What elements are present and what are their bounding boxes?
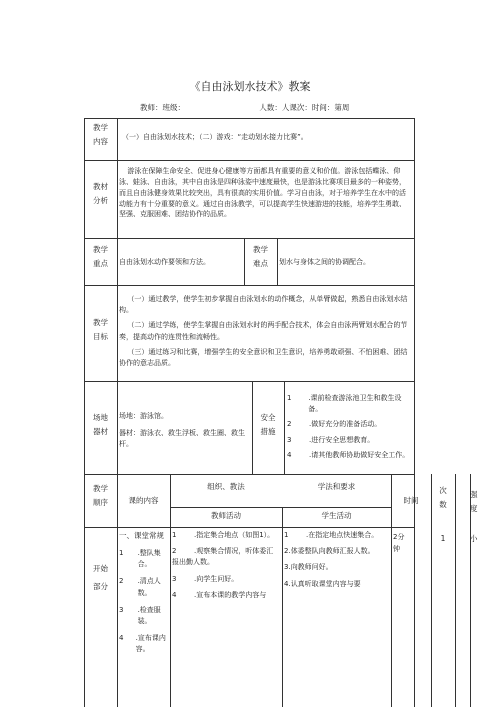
course-header: 课的内容 (128, 496, 159, 505)
document-meta (140, 102, 400, 113)
safety-label: 安全 措施 (260, 413, 276, 437)
document-title: 《自由泳划水技术》教案 (189, 80, 311, 93)
safety-list (287, 393, 412, 461)
difficulty-label: 教学 难点 (253, 245, 268, 269)
difficulty-text: 划水与身体之间的协调配合。 (279, 258, 370, 266)
student-item: 1 .在指定地点快速集合。 (284, 531, 379, 539)
venue-label: 场地 器材 (93, 413, 108, 437)
student-activity-header: 学生活动 (321, 511, 352, 520)
teacher-item: 3 .向学生问好。 (172, 574, 239, 583)
focus-label: 教学 重点 (93, 245, 108, 269)
goals-list (119, 294, 412, 369)
opening-student-activity (284, 530, 390, 590)
analysis-text: 游泳在保障生命安全、促进身心健康等方面都具有重要的意义和价值。游泳包括蝶泳、仰泳、蛙泳、自由泳，其中自由泳是四种泳姿中速度最快，也是游泳比赛项目最多的一种姿势，而且自由泳健身效果比较突出，具有很高的实用价值。学习自由泳，对于培养学生在水中的活动能力有十分重要的意义。通过自由泳教学，可以提高学生快速游进的技能，培养学生勇敢、坚强、克服困难、团结协作的品质。 (119, 167, 406, 219)
teacher-item: 1 .指定集合地点（如图1）。 (172, 531, 275, 539)
count-time-field: 人数：人课次：时间：第周 (259, 103, 350, 112)
course-item: 4 .宣布课内容。 (119, 634, 166, 654)
opening-intensity: 小 (470, 534, 478, 543)
method-header: 学法和要求 (317, 482, 356, 491)
teacher-class-field: 教师：班级： (140, 103, 185, 112)
equipment-text: 器材：游泳衣、救生浮板、救生圈、救生杆。 (119, 429, 245, 449)
teacher-item: 4 .宣布本课的教学内容与 (172, 590, 267, 599)
intensity-header: 强 度 (470, 490, 478, 514)
student-item: 4.认真听取课堂内容与要 (284, 579, 361, 588)
teacher-activity-header: 教师活动 (211, 511, 241, 520)
content-text: （一）自由泳划水技术；（二）游戏：“走动划水接力比赛”。 (122, 133, 308, 141)
safety-item: 2 .做好充分的准备活动。 (287, 420, 382, 429)
time-header: 时间 (403, 496, 419, 505)
focus-text: 自由泳划水动作要领和方法。 (119, 258, 210, 266)
opening-teacher-activity (172, 530, 280, 601)
opening-course-content (119, 530, 169, 656)
times-header: 次 数 (439, 486, 447, 510)
analysis-label: 教材 分析 (93, 182, 108, 206)
course-item: 2 .清点人数。 (119, 577, 161, 597)
opening-heading: 一、课堂常规 (119, 531, 164, 540)
goal-item: （三）通过练习和比赛，增强学生的安全意识和卫生意识，培养勇敢顽强、不怕困难、团结协作的意志品质。 (119, 347, 408, 367)
student-item: 3.向教师问好。 (284, 563, 333, 572)
safety-item: 1 .课前检查游泳池卫生和救生设备。 (287, 394, 402, 414)
goals-label: 教学 目标 (93, 318, 108, 342)
venue-text (119, 411, 249, 451)
order-label: 教学 顺序 (93, 484, 108, 508)
goal-item: （一）通过教学，使学生初步掌握自由泳划水的动作概念，从单臂做起，熟悉自由泳划水结构。 (119, 295, 408, 315)
safety-item: 4 .请其他教师协助做好安全工作。 (287, 450, 410, 459)
safety-item: 3 .进行安全思想教育。 (287, 435, 375, 444)
opening-label: 开始 部分 (93, 564, 108, 591)
goal-item: （二）通过学练，使学生掌握自由泳划水时的两手配合技术，体会自由泳两臂划水配合的节奏，提高动作的连贯性和流畅性。 (119, 321, 408, 341)
course-item: 3 .检查服装。 (119, 605, 161, 625)
org-header: 组织、教法 (207, 482, 245, 491)
opening-times: 1 (440, 534, 446, 543)
opening-time: 2分钟 (393, 533, 405, 553)
content-label: 教学 内容 (93, 123, 108, 147)
site-text: 场地：游泳馆。 (119, 412, 168, 420)
course-item: 1 .整队集合。 (119, 549, 161, 569)
student-item: 2.体委整队向教师汇报人数。 (284, 547, 375, 556)
teacher-item: 2 .观察集合情况，听体委汇报出勤人数。 (172, 547, 274, 567)
